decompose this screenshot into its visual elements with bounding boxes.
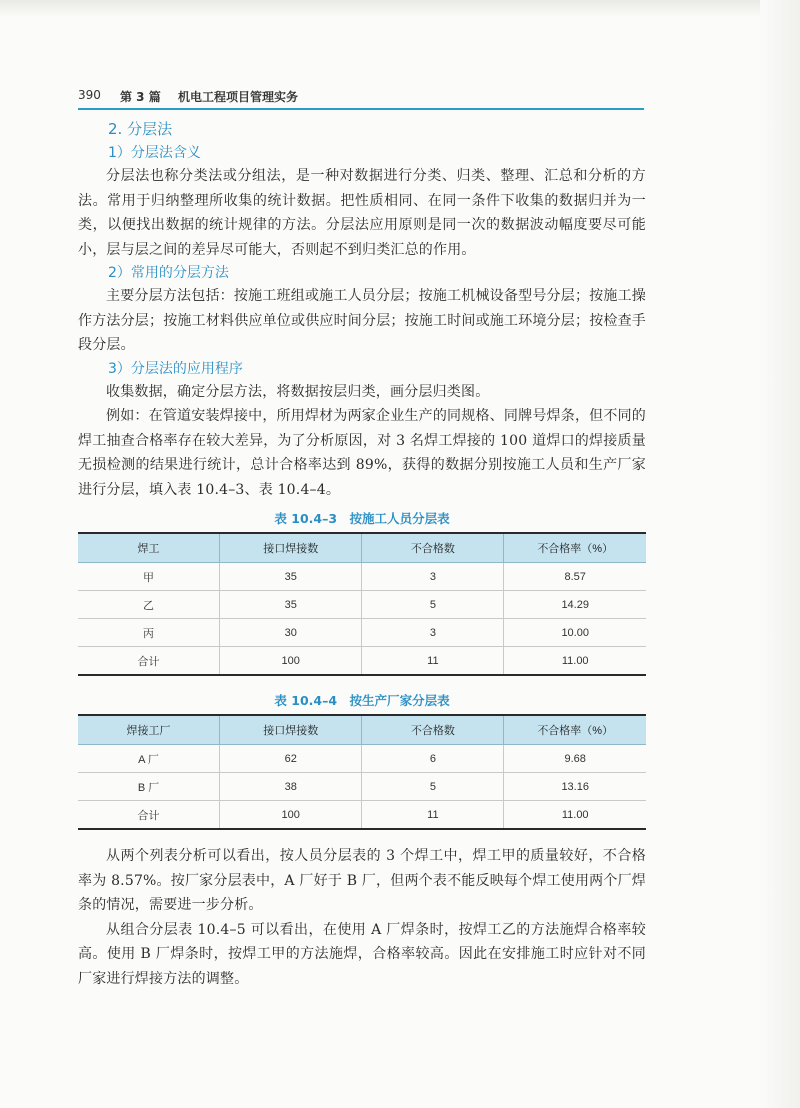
column-header: 不合格率（%） — [504, 715, 646, 745]
subsection-heading-1: 1）分层法含义 — [108, 145, 201, 161]
table-cell: 11 — [362, 647, 504, 676]
column-header: 焊接工厂 — [78, 715, 220, 745]
table-row-total — [78, 647, 646, 676]
column-header: 接口焊接数 — [220, 533, 362, 563]
paragraph-analysis-1: 从两个列表分析可以看出，按人员分层表的 3 个焊工中，焊工甲的质量较好，不合格率为 8.57%。按厂家分层表中，A 厂好于 B 厂，但两个表不能反映每个焊工使用两个厂焊条的情况，需要进一步分析。 — [78, 848, 646, 913]
table-cell: 甲 — [78, 563, 220, 591]
table-cell: 13.16 — [504, 773, 646, 801]
paragraph-definition: 分层法也称分类法或分组法，是一种对数据进行分类、归类、整理、汇总和分析的方法。常用于归纳整理所收集的统计数据。把性质相同、在同一条件下收集的数据归并为一类，以便找出数据的统计规律的方法。分层法应用原则是同一次的数据波动幅度要尽可能小，层与层之间的差异尽可能大，否则起不到归类汇总的作用。 — [78, 168, 646, 258]
paragraph-analysis-2: 从组合分层表 10.4–5 可以看出，在使用 A 厂焊条时，按焊工乙的方法施焊合格率较高。使用 B 厂焊条时，按焊工甲的方法施焊，合格率较高。因此在安排施工时应针对不同厂家进行焊接方法的调整。 — [78, 921, 646, 987]
table-cell: 6 — [362, 745, 504, 773]
paragraph-procedure: 收集数据，确定分层方法，将数据按层归类，画分层归类图。 — [106, 383, 490, 400]
subsection-heading-3: 3）分层法的应用程序 — [108, 360, 243, 377]
page-right-edge — [760, 0, 800, 1108]
table-cell: 11.00 — [504, 647, 646, 676]
table-cell: 合计 — [137, 655, 160, 668]
paragraph-methods: 主要分层方法包括：按施工班组或施工人员分层；按施工机械设备型号分层；按施工操作方法分层；按施工材料供应单位或供应时间分层；按施工时间或施工环境分层；按检查手段分层。 — [78, 288, 646, 353]
table-header-row — [78, 533, 646, 563]
table-caption-manufacturer: 表 10.4–4 按生产厂家分层表 — [274, 693, 450, 708]
column-header: 不合格数 — [362, 715, 504, 745]
table-row-total — [78, 801, 646, 830]
book-title: 机电工程项目管理实务 — [178, 90, 299, 104]
table-cell: 35 — [220, 591, 362, 619]
table-cell: 11.00 — [504, 801, 646, 830]
table-cell: 62 — [220, 745, 362, 773]
table-cell: 9.68 — [504, 745, 646, 773]
paragraph-example: 例如：在管道安装焊接中，所用焊材为两家企业生产的同规格、同牌号焊条，但不同的焊工抽查合格率存在较大差异，为了分析原因，对 3 名焊工焊接的 100 道焊口的焊接质量无损检测的结果进行统计，总计合格率达到 89%，获得的数据分别按施工人员和生产厂家进行分层，填入表 10.4–3、表 10.4–4。 — [78, 408, 646, 498]
table-cell: 100 — [220, 647, 362, 676]
part-label: 第 3 篇 — [120, 90, 161, 104]
table-cell: 38 — [220, 773, 362, 801]
table-cell: 5 — [362, 591, 504, 619]
table-by-personnel — [78, 532, 646, 676]
table-cell: 14.29 — [504, 591, 646, 619]
column-header: 接口焊接数 — [220, 715, 362, 745]
table-cell: 10.00 — [504, 619, 646, 647]
table-header-row — [78, 715, 646, 745]
page-number: 390 — [78, 88, 101, 102]
table-cell: 3 — [362, 619, 504, 647]
section-heading: 2. 分层法 — [108, 120, 173, 138]
page-body — [78, 116, 646, 991]
table-row — [78, 591, 646, 619]
table-cell: 11 — [362, 801, 504, 830]
table-cell: A 厂 — [78, 745, 220, 773]
subsection-heading-2: 2）常用的分层方法 — [108, 265, 229, 281]
table-cell: 100 — [220, 801, 362, 830]
page-top-edge — [0, 0, 800, 18]
table-cell: 合计 — [137, 809, 160, 822]
table-cell: 3 — [362, 563, 504, 591]
table-row — [78, 773, 646, 801]
table-caption-personnel: 表 10.4–3 按施工人员分层表 — [274, 511, 450, 526]
column-header: 不合格率（%） — [504, 533, 646, 563]
table-row — [78, 745, 646, 773]
table-row — [78, 563, 646, 591]
table-cell: 乙 — [78, 591, 220, 619]
table-cell: 5 — [362, 773, 504, 801]
table-cell: 丙 — [78, 619, 220, 647]
table-cell: 30 — [220, 619, 362, 647]
table-cell: 8.57 — [504, 563, 646, 591]
table-row — [78, 619, 646, 647]
table-cell: 35 — [220, 563, 362, 591]
running-header — [78, 86, 644, 110]
table-cell: B 厂 — [78, 773, 220, 801]
column-header: 不合格数 — [362, 533, 504, 563]
column-header: 焊工 — [78, 533, 220, 563]
table-by-manufacturer — [78, 714, 646, 830]
